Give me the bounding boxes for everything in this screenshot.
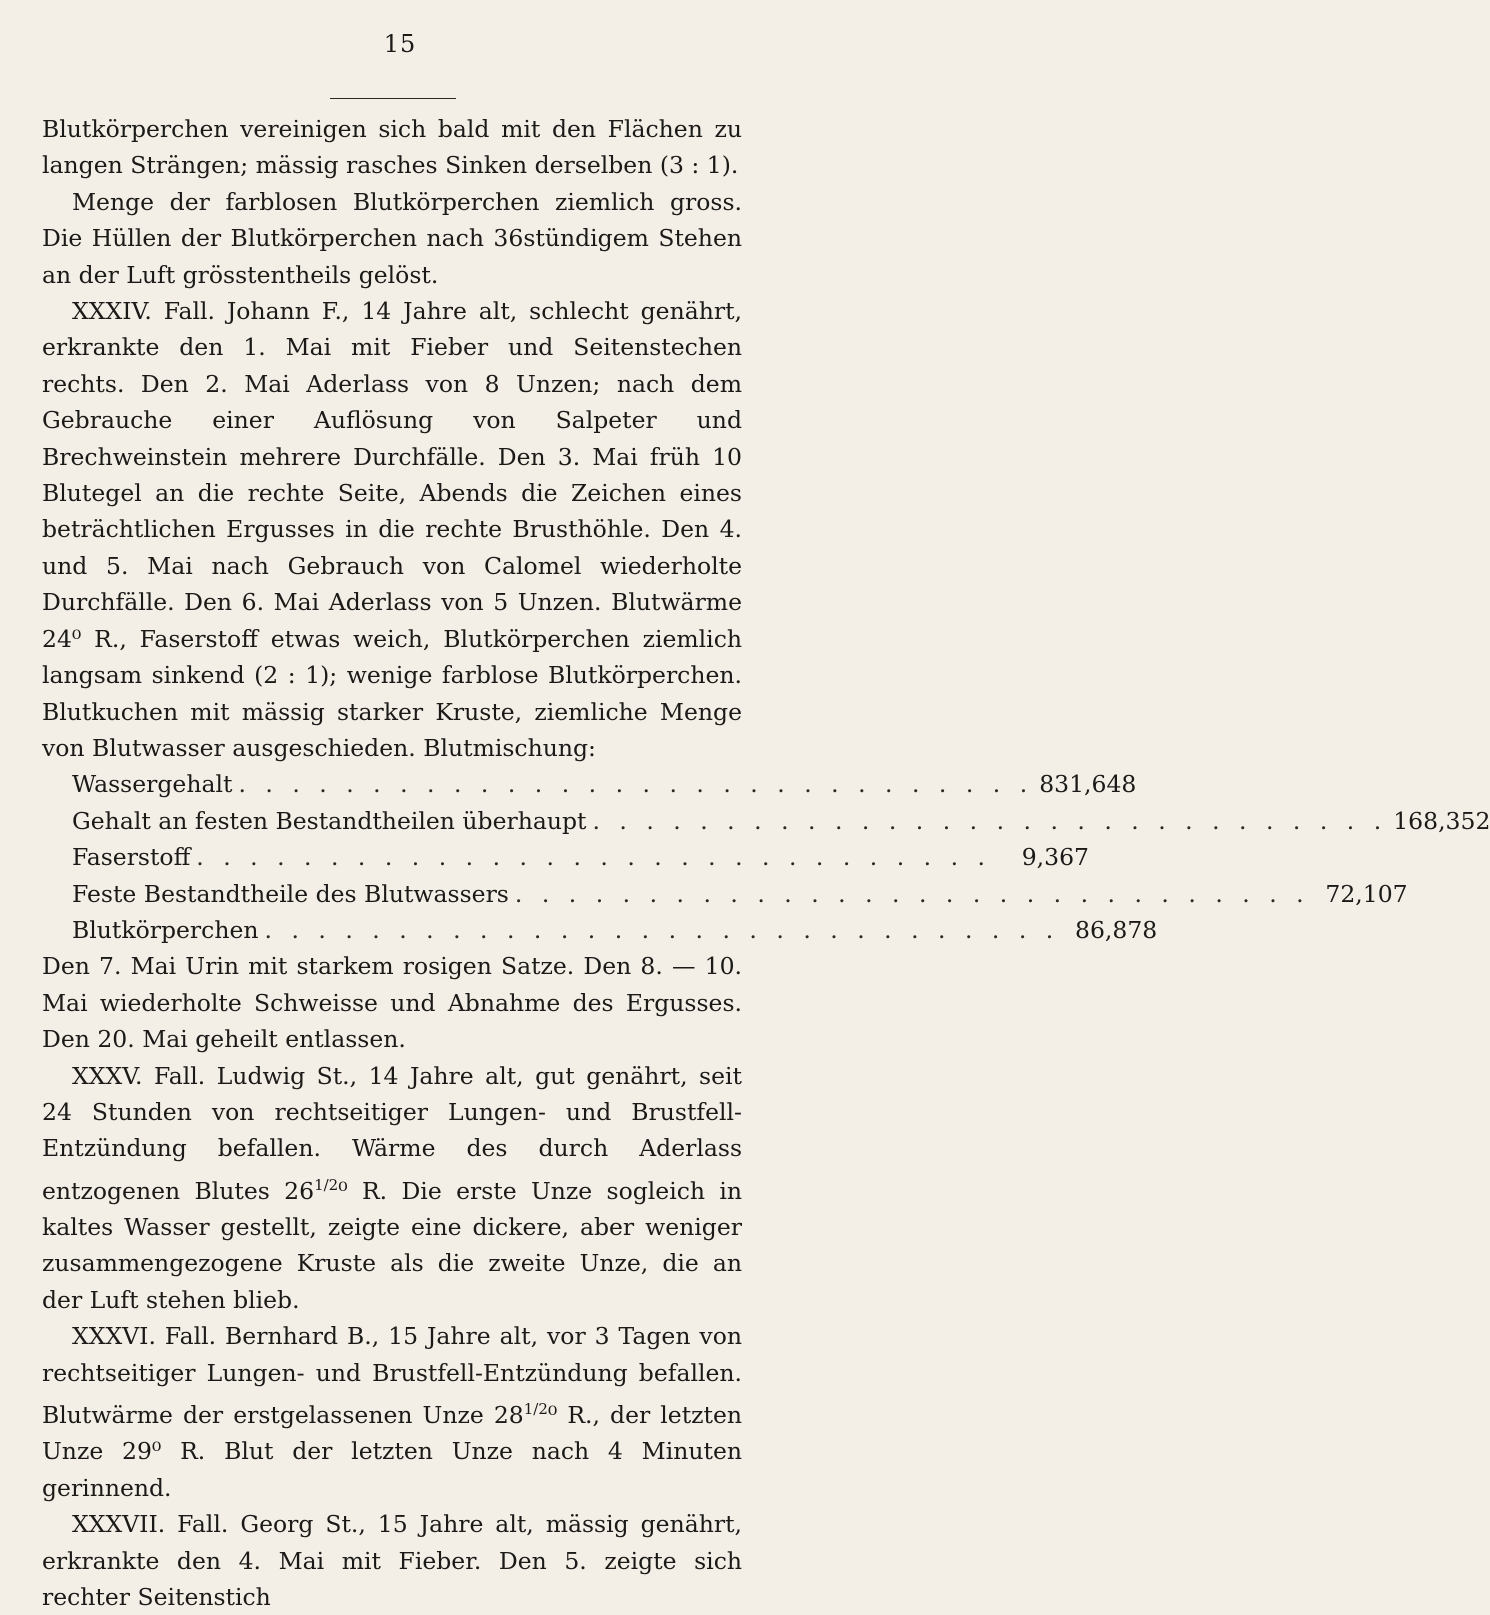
table-row bbox=[42, 766, 1137, 802]
paragraph-colourless-corpuscles: Menge der farblosen Blutkörperchen ziemlich gross. Die Hüllen der Blutkörperchen nach 36stündigem Stehen an der Luft grösstentheils gelöst. bbox=[42, 187, 742, 289]
case-35-fraction: 1/2 bbox=[314, 1175, 339, 1194]
paragraph-case-36 bbox=[42, 1318, 742, 1506]
table-row bbox=[42, 876, 1408, 912]
row-label: Feste Bestandtheile des Blutwassers bbox=[72, 879, 509, 908]
blood-composition-table bbox=[42, 766, 1490, 948]
row-value: 168,352 bbox=[1393, 806, 1490, 835]
paragraph-case-34-outcome: Den 7. Mai Urin mit starkem rosigen Satze. Den 8. — 10. Mai wiederholte Schweisse und Abnahme des Ergusses. Den 20. Mai geheilt entlassen. bbox=[42, 952, 742, 1054]
row-label: Faserstoff bbox=[72, 843, 191, 872]
paragraph-case-34: XXXIV. Fall. Johann F., 14 Jahre alt, schlecht genährt, erkrankte den 1. Mai mit Fieber und Seitenstechen rechts. Den 2. Mai Aderlass von 8 Unzen; nach dem Gebrauche einer Auflösung von Salpeter und Brechweinstein mehrere Durchfälle. Den 3. Mai früh 10 Blutegel an die rechte Seite, Abends die Zeichen eines beträchtlichen Ergusses in die rechte Brusthöhle. Den 4. und 5. Mai nach Gebrauch von Calomel wiederholte Durchfälle. Den 6. Mai Aderlass von 5 Unzen. Blutwärme 24⁰ R., Faserstoff etwas weich, Blutkörperchen ziemlich langsam sinkend (2 : 1); wenige farblose Blutkörperchen. Blutkuchen mit mässig starker Kruste, ziemliche Menge von Blutwasser ausgeschieden. Blutmischung: bbox=[42, 297, 742, 762]
case-35-text-rest: ⁰ R. Die erste Unze sogleich in kaltes Wasser gestellt, zeigte eine dickere, aber weniger zusammengezogene Kruste als die zweite Unze, die an der Luft stehen blieb. bbox=[42, 1176, 742, 1314]
case-36-fraction: 1/2 bbox=[523, 1400, 548, 1419]
leader-dots: . . . . . . . . . . . . . . . . . . . . . . . . . . . . . . bbox=[238, 770, 1034, 799]
row-value: 9,367 bbox=[1021, 843, 1090, 872]
row-value: 831,648 bbox=[1039, 770, 1137, 799]
case-36-text-rest: ⁰ R., der letzten Unze 29⁰ R. Blut der letzten Unze nach 4 Minuten gerinnend. bbox=[42, 1400, 743, 1502]
leader-dots: . . . . . . . . . . . . . . . . . . . . . . . . . . . . . . bbox=[592, 806, 1388, 835]
paragraph-case-35 bbox=[42, 1058, 742, 1319]
row-label: Wassergehalt bbox=[72, 770, 233, 799]
case-35-text: XXXV. Fall. Ludwig St., 14 Jahre alt, gut genährt, seit 24 Stunden von rechtseitiger Lungen- und Brustfell-Entzündung befallen. Wärme des durch Aderlass entzogenen Blutes 26 bbox=[42, 1061, 742, 1205]
row-value: 72,107 bbox=[1325, 879, 1408, 908]
paragraph-continuation: Blutkörperchen vereinigen sich bald mit den Flächen zu langen Strängen; mässig rasches Sinken derselben (3 : 1). bbox=[42, 115, 742, 180]
leader-dots: . . . . . . . . . . . . . . . . . . . . . . . . . . . . . . bbox=[514, 879, 1310, 908]
header-rule bbox=[330, 98, 456, 99]
case-36-text: XXXVI. Fall. Bernhard B., 15 Jahre alt, vor 3 Tagen von rechtseitiger Lungen- und Brustfell-Entzündung befallen. Blutwärme der erstgelassenen Unze 28 bbox=[42, 1322, 742, 1429]
page-body bbox=[42, 111, 1490, 1615]
row-label: Gehalt an festen Bestandtheilen überhaupt bbox=[72, 806, 587, 835]
paragraph-case-37: XXXVII. Fall. Georg St., 15 Jahre alt, mässig genährt, erkrankte den 4. Mai mit Fieber. Den 5. zeigte sich rechter Seitenstich bbox=[42, 1510, 742, 1611]
table-row bbox=[42, 803, 1490, 839]
table-row bbox=[42, 912, 1158, 948]
row-value: 86,878 bbox=[1075, 915, 1158, 944]
page-number: 15 bbox=[383, 30, 417, 58]
leader-dots: . . . . . . . . . . . . . . . . . . . . . . . . . . . . . . bbox=[264, 915, 1060, 944]
leader-dots: . . . . . . . . . . . . . . . . . . . . . . . . . . . . . . bbox=[196, 843, 992, 872]
table-row bbox=[42, 839, 1090, 875]
row-label: Blutkörperchen bbox=[72, 915, 259, 944]
